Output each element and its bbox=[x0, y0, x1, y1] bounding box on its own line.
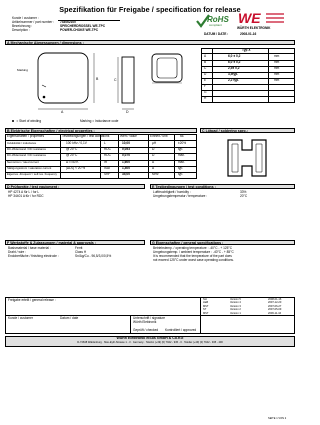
designation-label: Bezeichnung : bbox=[12, 24, 33, 28]
rohs-text: RoHS bbox=[207, 15, 229, 24]
elec-unit: Ω bbox=[152, 153, 155, 158]
version-author: MST bbox=[203, 311, 209, 315]
dim-key: D bbox=[204, 71, 207, 76]
customer-underline bbox=[58, 20, 120, 21]
section-a-title: A Mechanische Abmessungen / dimensions : bbox=[7, 40, 84, 45]
elec-value: 1,400 bbox=[122, 165, 130, 170]
elec-symbol: RDC bbox=[104, 153, 111, 158]
elec-tolerance: typ. bbox=[178, 147, 184, 152]
dim-row-line bbox=[201, 66, 295, 67]
temperature-value: 20°C bbox=[240, 194, 248, 198]
elec-unit: Ω bbox=[152, 147, 155, 152]
dim-value: 3,5typ. bbox=[228, 71, 239, 76]
dim-key: H bbox=[204, 96, 207, 101]
section-g-title: G Eigenschaften / general specifications : bbox=[152, 240, 224, 245]
elec-condition: @ 20°C bbox=[66, 153, 78, 158]
svg-text:WE: WE bbox=[238, 11, 261, 25]
version-author: MST bbox=[203, 304, 209, 308]
elec-condition: ΔT=40 K bbox=[66, 159, 79, 164]
elec-col-line bbox=[118, 134, 119, 179]
dim-value: 6,0 ± 0,2 bbox=[228, 53, 241, 58]
article-label: Artikelnummer / part number : bbox=[12, 20, 55, 24]
dimension-drawing-svg bbox=[10, 49, 160, 117]
elec-value: 1,600 bbox=[122, 159, 130, 164]
marking-label: Marking bbox=[17, 68, 29, 72]
svg-text:B: B bbox=[96, 77, 99, 81]
elec-symbol: L bbox=[104, 141, 106, 145]
col-unit: Einheit / unit bbox=[150, 133, 168, 138]
section-f-title: F Werkstoffe & Zulassungen / material & approvals : bbox=[7, 240, 96, 245]
elec-unit: MHz bbox=[152, 172, 159, 176]
customer-sign-label: Kunde / customer bbox=[8, 316, 33, 320]
humidity-label: Luftfeuchtigkeit / humidity : bbox=[153, 190, 191, 194]
elec-condition: @ 20°C bbox=[66, 147, 78, 152]
dim-value: 6,0 ± 0,2 bbox=[228, 59, 241, 64]
article-value: 744062100 bbox=[60, 20, 76, 24]
version-author: ST bbox=[203, 308, 207, 312]
dimension-drawing bbox=[10, 49, 160, 117]
page-code: SEITE 1 VON 2 bbox=[268, 417, 287, 420]
version-date: 2007-05-09 bbox=[268, 308, 282, 312]
dim-key: C bbox=[204, 65, 207, 70]
section-b-title: B Elektrische Eigenschaften / electrical properties : bbox=[7, 128, 95, 133]
svg-text:D: D bbox=[126, 110, 129, 114]
signature-label: Unterschrift / signature bbox=[133, 316, 166, 320]
dim-row-line bbox=[201, 72, 295, 73]
elec-col-line bbox=[174, 134, 175, 179]
elec-col-line bbox=[148, 134, 149, 179]
elec-unit: A bbox=[152, 165, 155, 170]
section-c-title: C Lötpad / soldering spec.: bbox=[202, 128, 249, 133]
elec-symbol: SRF bbox=[104, 172, 111, 176]
col-tol: tol. bbox=[180, 133, 185, 138]
base-material-value: Ferrit bbox=[75, 246, 83, 250]
dim-unit: mm bbox=[274, 53, 280, 58]
dim-key: G bbox=[204, 90, 207, 95]
finish-label: Endoberfläche / finishing electrode : bbox=[8, 254, 59, 258]
section-e-title: E Testbedingungen / test conditions : bbox=[152, 184, 216, 189]
elec-tolerance: typ. bbox=[178, 165, 184, 170]
version-author: HaB bbox=[203, 301, 209, 305]
dim-key: F bbox=[204, 84, 206, 88]
elec-condition: 100 kHz / 0,1V bbox=[66, 141, 87, 145]
elec-value: 35,00 bbox=[122, 172, 130, 176]
elec-value: 0,053 bbox=[122, 147, 130, 152]
release-col-line bbox=[200, 297, 201, 334]
we-logo-icon bbox=[236, 11, 286, 25]
col-conditions: Testbedingungen / test conditions bbox=[62, 133, 110, 138]
solder-pad-svg bbox=[222, 136, 272, 180]
company-address: D-74638 Waldenburg · Max-Eyth-Strasse 1 - 3 · Germany · Telefon (+49) (0) 7942 - 945 - 0 · Telefax (+49) (0) 7942 - 945 - 400 bbox=[77, 341, 223, 344]
dim-unit: mm bbox=[274, 65, 280, 70]
elec-condition: |ΔL/L| < 20 % bbox=[66, 165, 86, 170]
type-label: Typ X bbox=[242, 47, 251, 52]
wire-label: Draht / wire : bbox=[8, 250, 27, 254]
version-label: Version 4 bbox=[230, 301, 241, 305]
elec-value: 0,070 bbox=[122, 153, 130, 158]
version-date: 2007-06-27 bbox=[268, 304, 282, 308]
dim-unit: mm bbox=[274, 77, 280, 82]
dim-row-line bbox=[201, 96, 295, 97]
elec-value: 10,00 bbox=[122, 141, 130, 145]
date-value: 2008-01-16 bbox=[240, 32, 257, 36]
elec-tolerance: ±20% bbox=[178, 141, 187, 145]
elec-unit: µH bbox=[152, 141, 157, 145]
designation-value: SPEICHERDROSSEL WE-TPC bbox=[60, 24, 106, 28]
marking-note: Marking = Inductance code bbox=[80, 119, 119, 123]
dim-key: E bbox=[204, 77, 207, 82]
dim-row-line bbox=[201, 53, 295, 54]
page-title: Spezifikation für Freigabe / specification for release bbox=[59, 5, 241, 14]
dimension-table bbox=[201, 48, 295, 103]
elec-symbol: IR bbox=[104, 159, 108, 164]
we-sign-label: Würth Elektronik bbox=[133, 320, 157, 324]
svg-text:A: A bbox=[61, 110, 64, 114]
dim-row-line bbox=[201, 90, 295, 91]
description-value: POWER-CHOKE WE-TPC bbox=[60, 28, 99, 32]
dot-icon bbox=[12, 120, 14, 122]
elec-property: DC-Widerstand / DC resistance bbox=[7, 147, 47, 152]
version-label: Version 5 bbox=[230, 298, 241, 301]
dim-col-line bbox=[268, 48, 269, 103]
elec-tolerance: max. bbox=[178, 153, 185, 158]
approved-label: Kontrolliert / approved bbox=[165, 328, 197, 332]
checked-label: Geprüft / checked bbox=[133, 328, 159, 332]
date-sign-label: Datum / date bbox=[60, 316, 79, 320]
col-properties: Eigenschaften / properties bbox=[7, 133, 45, 138]
general-spec-2: Umgebungstemp. / ambient temperature : -40°C - + 85°C bbox=[153, 250, 234, 254]
elec-col-line bbox=[60, 134, 61, 179]
dim-key: A bbox=[204, 53, 207, 58]
rohs-logo bbox=[196, 14, 234, 29]
dim-row-line bbox=[201, 78, 295, 79]
version-date: 2008-01-16 bbox=[268, 298, 282, 301]
version-label: Version 3 bbox=[230, 304, 241, 308]
dim-unit: mm bbox=[274, 59, 280, 64]
brand-name: WÜRTH ELEKTRONIK bbox=[237, 26, 271, 30]
elec-property: Sättigungsstrom / saturation current bbox=[7, 165, 52, 170]
section-d-title: D Prüfgeräte / test equipment : bbox=[7, 184, 60, 189]
humidity-value: 33% bbox=[240, 190, 247, 194]
elec-property: DC-Widerstand / DC resistance bbox=[7, 153, 47, 158]
dim-row-line bbox=[201, 60, 295, 61]
elec-property: Eigenres.-Frequenz / self-res. frequency bbox=[7, 172, 57, 176]
version-author: NH bbox=[203, 298, 207, 301]
wire-value: Class H bbox=[75, 250, 87, 254]
release-label: Freigabe erteilt / general release : bbox=[8, 298, 56, 302]
elec-col-line bbox=[100, 134, 101, 179]
test-equipment-2: HP 34401 A für / for RDC bbox=[8, 194, 44, 198]
svg-text:C: C bbox=[114, 78, 117, 82]
base-material-label: Basismaterial / base material : bbox=[8, 246, 51, 250]
dim-col-line bbox=[212, 48, 213, 103]
general-spec-3: It is recommended that the temperature of the part does bbox=[153, 254, 232, 258]
solder-pad-drawing bbox=[222, 136, 272, 180]
dim-row-line bbox=[201, 84, 295, 85]
date-label: DATUM / DATE : bbox=[204, 32, 229, 36]
dim-key: B bbox=[204, 59, 207, 64]
version-date: 2007-12-20 bbox=[268, 301, 282, 305]
dim-value: 2,5± 0,2 bbox=[228, 65, 240, 70]
temperature-label: Umgebungstemperatur / temperature : bbox=[153, 194, 208, 198]
pad-drawing bbox=[148, 52, 188, 84]
version-date: 2006-11-16 bbox=[268, 311, 282, 315]
finish-value: Sn/Ag/Cu - 96,5/3,0/0,5% bbox=[75, 254, 112, 258]
general-spec-1: Betriebstemp. / operating temperature : -40°C - + 125°C bbox=[153, 246, 232, 250]
pad-drawing-svg bbox=[148, 52, 188, 84]
rohs-compliant: compliant bbox=[209, 23, 222, 27]
release-col-line bbox=[130, 315, 131, 334]
elec-symbol: RDC bbox=[104, 147, 111, 152]
elec-symbol: ISAT bbox=[104, 165, 111, 170]
version-label: Version 1 bbox=[230, 311, 241, 315]
start-winding-note bbox=[12, 120, 41, 124]
version-label: Version 2 bbox=[230, 308, 241, 312]
elec-property: Nennstrom / rated current bbox=[7, 159, 39, 164]
description-label: Description : bbox=[12, 28, 30, 32]
elec-tolerance: max. bbox=[178, 159, 185, 164]
company-name: Würth Elektronik eiSos GmbH & Co.KG bbox=[116, 335, 184, 340]
col-value: Wert / value bbox=[120, 133, 137, 138]
dim-unit: mm bbox=[274, 71, 280, 76]
dim-value: 2,2 typ. bbox=[228, 77, 239, 82]
start-winding-text: = Start of winding bbox=[16, 119, 42, 124]
elec-unit: A bbox=[152, 159, 155, 164]
we-logo bbox=[236, 11, 286, 31]
general-spec-4: not exceed 125°C under worst case operating conditions. bbox=[153, 258, 234, 262]
customer-label: Kunde / customer : bbox=[12, 16, 39, 20]
test-equipment-1: HP 4274 A für L / for L bbox=[8, 190, 40, 194]
elec-tolerance: typ. bbox=[178, 172, 184, 176]
elec-property: Induktivität / inductance bbox=[7, 141, 37, 145]
